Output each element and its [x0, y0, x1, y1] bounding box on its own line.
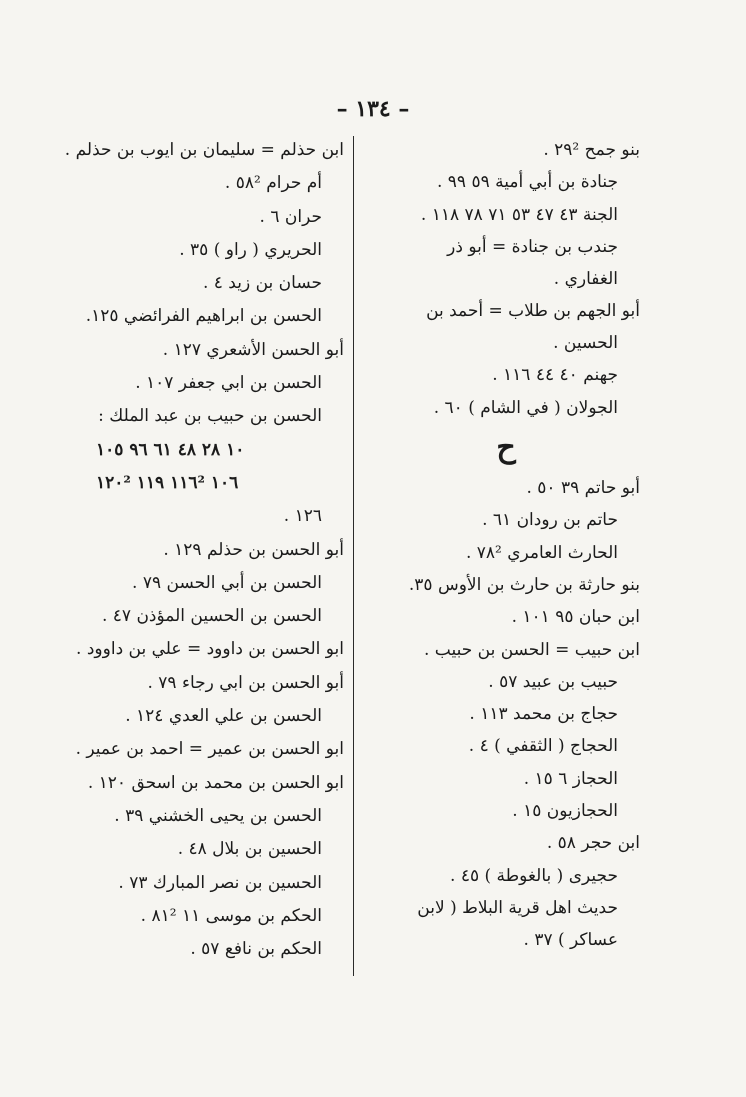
index-entry: جهنم ٤٠ ٤٤ ١١٦ . [492, 365, 618, 386]
index-entry: الحسن بن أبي الحسن ٧٩ . [132, 572, 322, 593]
index-entry: الحكم بن موسى ١١ ٨١² . [140, 905, 322, 926]
index-entry: بنو جمح ٢٩² . [543, 140, 640, 160]
page-number: – ١٣٤ – [336, 96, 410, 122]
index-entry: الحريري ( راو ) ٣٥ . [179, 239, 322, 260]
index-entry: الحارث العامري ٧٨² . [465, 542, 618, 563]
index-entry: ابن حبان ٩٥ ١٠١ . [511, 607, 640, 628]
index-entry: الجولان ( في الشام ) ٦٠ . [433, 397, 618, 418]
index-entry: الحسين بن نصر المبارك ٧٣ . [118, 872, 322, 893]
index-entry: حبيب بن عبيد ٥٧ . [488, 671, 618, 692]
index-entry: الحسن بن ابي جعفر ١٠٧ . [135, 373, 322, 394]
index-entry: الحجازيون ١٥ . [512, 801, 618, 822]
index-entry-continuation: الغفاري . [553, 269, 618, 290]
page-references: ١٠ ٢٨ ٤٨ ٦١ ٩٦ ١٠٥ [96, 439, 245, 460]
index-entry: حاتم بن رودان ٦١ . [482, 510, 618, 531]
page-references: ١٠٦ ١١٦² ١١٩ ١٢٠² [96, 472, 239, 493]
index-entry: بنو حارثة بن حارث بن الأوس ٣٥. [408, 574, 640, 595]
right-column [372, 138, 640, 960]
index-entry: الحسين بن بلال ٤٨ . [177, 839, 322, 860]
index-entry: جنادة بن أبي أمية ٥٩ ٩٩ . [436, 172, 618, 193]
index-entry: أبو الحسن بن ابي رجاء ٧٩ . [147, 672, 344, 693]
index-entry: ابو الحسن بن عمير = احمد بن عمير . [75, 739, 344, 760]
index-entry: أبو الجهم بن طلاب = أحمد بن [426, 301, 640, 322]
index-entry: الحجاج ( الثقفي ) ٤ . [468, 736, 618, 757]
index-entry: أبو الحسن بن حذلم ١٢٩ . [163, 539, 344, 560]
page-references: ١٢٦ . [283, 506, 322, 527]
index-entry: حران ٦ . [259, 206, 322, 227]
index-entry: ابو الحسن بن داوود = علي بن داوود . [76, 639, 344, 660]
index-entry: الحكم بن نافع ٥٧ . [190, 939, 322, 960]
index-entry: الحسن بن الحسين المؤذن ٤٧ . [101, 606, 322, 627]
index-entry-continuation: عساكر ) ٣٧ . [523, 930, 618, 951]
index-entry: ابن حذلم = سليمان بن ايوب بن حذلم . [64, 140, 344, 160]
index-entry: حجيرى ( بالغوطة ) ٤٥ . [450, 865, 618, 886]
index-entry: الحسن بن ابراهيم الفرائضي ١٢٥. [85, 306, 322, 327]
index-entry-continuation: الحسين . [553, 333, 618, 354]
index-entry: الحسن بن يحيى الخشني ٣٩ . [114, 805, 322, 826]
index-entry: ابن حجر ٥٨ . [546, 833, 640, 854]
left-column [64, 138, 344, 970]
section-letter: ح [496, 430, 516, 466]
index-entry: الحسن بن علي العدي ١٢٤ . [125, 706, 322, 727]
index-entry: أبو الحسن الأشعري ١٢٧ . [162, 339, 344, 360]
index-entry: حجاج بن محمد ١١٣ . [469, 704, 618, 725]
index-entry: حسان بن زيد ٤ . [202, 273, 322, 294]
index-entry: جندب بن جنادة = أبو ذر [447, 236, 618, 257]
index-entry: ابن حبيب = الحسن بن حبيب . [423, 639, 640, 660]
index-entry: الحجاز ٦ ١٥ . [523, 768, 618, 789]
column-divider [353, 136, 354, 976]
index-entry: الحسن بن حبيب بن عبد الملك : [98, 406, 322, 427]
index-entry: ابو الحسن بن محمد بن اسحق ١٢٠ . [87, 772, 344, 793]
index-entry: أم حرام ٥٨² . [224, 173, 322, 194]
index-entry: أبو حاتم ٣٩ ٥٠ . [526, 478, 640, 499]
index-entry: حديث اهل قرية البلاط ( لابن [417, 897, 618, 918]
index-entry: الجنة ٤٣ ٤٧ ٥٣ ٧١ ٧٨ ١١٨ . [420, 204, 618, 225]
